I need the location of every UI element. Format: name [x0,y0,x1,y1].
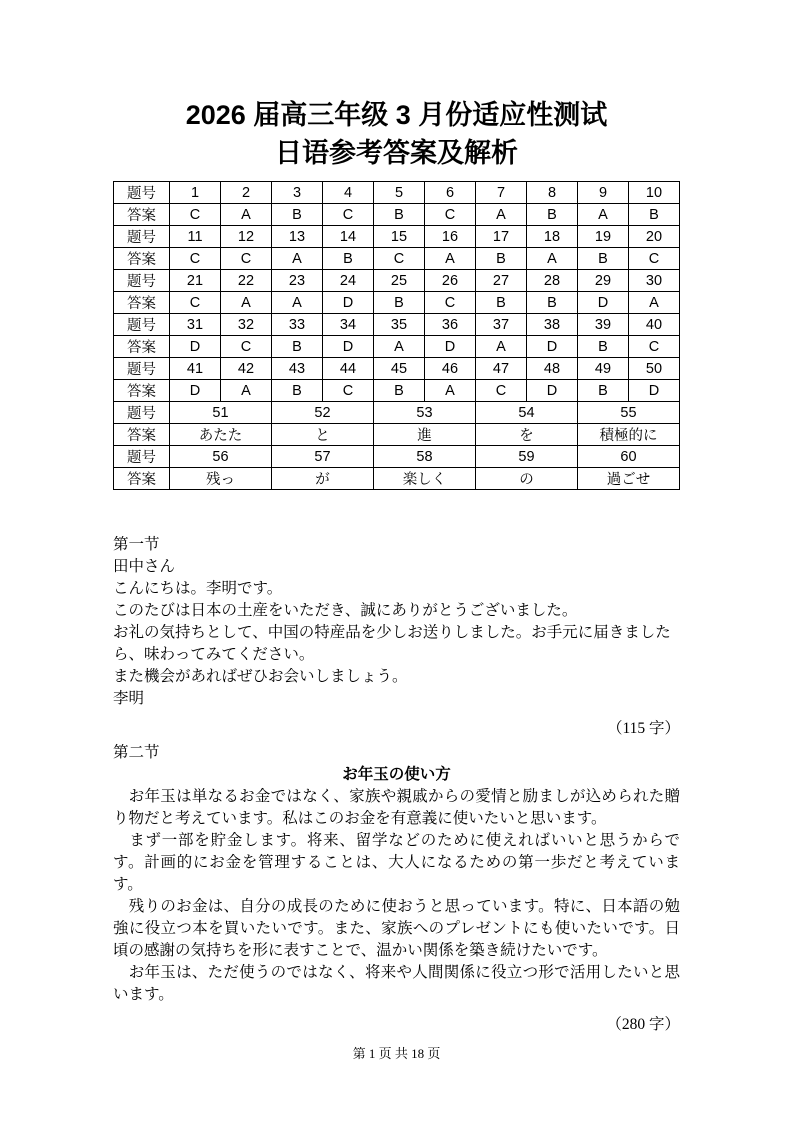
answer-table-row [114,270,680,292]
answer-table-row [114,248,680,270]
answer-cell: A [425,248,476,270]
answer-cell: を [476,424,578,446]
answer-cell: 39 [578,314,629,336]
row-label-cell: 答案 [114,380,170,402]
answer-table-row [114,336,680,358]
answer-cell: C [629,336,680,358]
answer-cell: D [170,380,221,402]
answer-cell: 16 [425,226,476,248]
answer-cell: あたた [170,424,272,446]
answer-cell: 6 [425,182,476,204]
row-label-cell: 答案 [114,204,170,226]
answer-cell: 44 [323,358,374,380]
answer-cell: C [170,292,221,314]
answer-table-row [114,204,680,226]
answer-cell: 47 [476,358,527,380]
answer-cell: D [527,380,578,402]
answer-table-row [114,182,680,204]
row-label-cell: 题号 [114,182,170,204]
answer-cell: 25 [374,270,425,292]
row-label-cell: 题号 [114,358,170,380]
answer-cell: B [272,204,323,226]
answer-cell: D [578,292,629,314]
answer-cell: 26 [425,270,476,292]
answer-cell: 20 [629,226,680,248]
answer-cell: C [221,336,272,358]
answer-table-row [114,358,680,380]
section-1-char-count: （115 字） [606,720,680,737]
answer-cell: A [629,292,680,314]
answer-cell: C [170,248,221,270]
essay-paragraph: 残りのお金は、自分の成長のために使おうと思っています。特に、日本語の勉強に役立つ本を買いたいです。また、家族へのプレゼントにも使いたいです。日頃の感謝の気持ちを形に表すことで、温かい関係を築き続けたいです。 [113,898,680,959]
answer-cell: 48 [527,358,578,380]
answer-table-row [114,380,680,402]
row-label-cell: 答案 [114,292,170,314]
answer-cell: 42 [221,358,272,380]
answer-cell: D [527,336,578,358]
answer-cell: A [476,204,527,226]
letter-line: また機会があればぜひお会いしましょう。 [113,668,408,685]
letter-body [113,556,680,710]
row-label-cell: 答案 [114,248,170,270]
answer-cell: 55 [578,402,680,424]
answer-cell: D [323,336,374,358]
answer-cell: 15 [374,226,425,248]
answer-cell: 9 [578,182,629,204]
answer-cell: 52 [272,402,374,424]
answer-cell: A [425,380,476,402]
section-1 [113,534,680,740]
answer-cell: 23 [272,270,323,292]
answer-table-row [114,314,680,336]
letter-line: このたびは日本の土産をいただき、誠にありがとうございました。 [113,602,578,619]
answer-cell: 49 [578,358,629,380]
row-label-cell: 题号 [114,226,170,248]
answer-cell: 残っ [170,468,272,490]
answer-cell: C [425,204,476,226]
answer-cell: が [272,468,374,490]
answer-cell: B [578,248,629,270]
row-label-cell: 答案 [114,468,170,490]
answer-cell: 1 [170,182,221,204]
answer-key-table [113,181,680,490]
answer-cell: 54 [476,402,578,424]
answer-cell: C [425,292,476,314]
answer-table-row [114,468,680,490]
answer-cell: 29 [578,270,629,292]
answer-cell: B [272,336,323,358]
answer-cell: A [374,336,425,358]
answer-cell: 28 [527,270,578,292]
answer-cell: 7 [476,182,527,204]
answer-cell: 57 [272,446,374,468]
answer-cell: 43 [272,358,323,380]
answer-cell: 60 [578,446,680,468]
answer-cell: C [323,380,374,402]
answer-cell: B [323,248,374,270]
answer-cell: 22 [221,270,272,292]
answer-cell: 53 [374,402,476,424]
answer-table-row [114,402,680,424]
answer-cell: 楽しく [374,468,476,490]
answer-cell: 31 [170,314,221,336]
answer-cell: 50 [629,358,680,380]
answer-cell: B [527,204,578,226]
answer-cell: B [527,292,578,314]
answer-cell: A [221,292,272,314]
answer-cell: D [425,336,476,358]
letter-line: お礼の気持ちとして、中国の特産品を少しお送りしました。お手元に届きましたら、味わってみてください。 [113,624,671,663]
answer-cell: 11 [170,226,221,248]
answer-cell: 19 [578,226,629,248]
answer-cell: 13 [272,226,323,248]
answer-cell: 27 [476,270,527,292]
answer-table-row [114,424,680,446]
answer-cell: B [374,204,425,226]
answer-cell: 45 [374,358,425,380]
section-2-char-count: （280 字） [606,1016,680,1033]
row-label-cell: 题号 [114,270,170,292]
answer-cell: B [476,292,527,314]
answer-table-row [114,446,680,468]
answer-cell: C [170,204,221,226]
answer-table-row [114,226,680,248]
answer-cell: B [476,248,527,270]
answer-cell: B [272,380,323,402]
essay-paragraph: お年玉は単なるお金ではなく、家族や親戚からの愛情と励ましが込められた贈り物だと考えています。私はこのお金を有意義に使いたいと思います。 [113,788,680,827]
row-label-cell: 题号 [114,446,170,468]
document-title-line2: 日语参考答案及解析 [275,138,518,168]
answer-cell: 32 [221,314,272,336]
answer-cell: 38 [527,314,578,336]
answer-cell: B [578,380,629,402]
answer-cell: 進 [374,424,476,446]
answer-cell: 8 [527,182,578,204]
answer-cell: A [527,248,578,270]
answer-cell: 33 [272,314,323,336]
answer-cell: 17 [476,226,527,248]
answer-cell: 2 [221,182,272,204]
answer-cell: C [221,248,272,270]
answer-cell: 40 [629,314,680,336]
answer-cell: と [272,424,374,446]
answer-cell: 積極的に [578,424,680,446]
essay-paragraph: まず一部を貯金します。将来、留学などのために使えればいいと思うからです。計画的にお金を管理することは、大人になるための第一歩だと考えています。 [113,832,680,893]
answer-cell: A [272,248,323,270]
letter-line: 李明 [113,690,145,707]
answer-cell: 46 [425,358,476,380]
section-1-heading: 第一节 [113,536,160,553]
answer-cell: A [578,204,629,226]
answer-cell: C [374,248,425,270]
answer-cell: 14 [323,226,374,248]
page-footer: 第 1 页 共 18 页 [352,1046,441,1061]
answer-cell: 35 [374,314,425,336]
letter-line: 田中さん [113,558,176,575]
answer-cell: 10 [629,182,680,204]
row-label-cell: 题号 [114,402,170,424]
answer-cell: 4 [323,182,374,204]
essay-paragraph: お年玉は、ただ使うのではなく、将来や人間関係に役立つ形で活用したいと思います。 [113,964,680,1003]
answer-cell: 3 [272,182,323,204]
answer-cell: B [374,292,425,314]
answer-cell: 18 [527,226,578,248]
answer-cell: C [476,380,527,402]
answer-cell: 59 [476,446,578,468]
answer-cell: 41 [170,358,221,380]
answer-cell: 21 [170,270,221,292]
answer-cell: 58 [374,446,476,468]
answer-cell: B [629,204,680,226]
answer-cell: の [476,468,578,490]
row-label-cell: 题号 [114,314,170,336]
answer-cell: A [476,336,527,358]
essay-body [113,786,680,1006]
letter-line: こんにちは。李明です。 [113,580,283,597]
answer-cell: 5 [374,182,425,204]
section-2 [113,742,680,1036]
answer-cell: 56 [170,446,272,468]
answer-cell: C [629,248,680,270]
row-label-cell: 答案 [114,336,170,358]
answer-cell: 12 [221,226,272,248]
document-title-line1: 2026 届高三年级 3 月份适应性测试 [185,100,608,130]
answer-cell: 51 [170,402,272,424]
answer-cell: B [374,380,425,402]
answer-cell: 24 [323,270,374,292]
answer-cell: 37 [476,314,527,336]
answer-cell: 30 [629,270,680,292]
answer-cell: A [221,204,272,226]
answer-table-row [114,292,680,314]
answer-cell: B [578,336,629,358]
essay-title: お年玉の使い方 [342,766,451,783]
answer-cell: 36 [425,314,476,336]
answer-cell: D [170,336,221,358]
answer-cell: C [323,204,374,226]
answer-cell: D [323,292,374,314]
answer-cell: 34 [323,314,374,336]
answer-cell: A [221,380,272,402]
answer-cell: A [272,292,323,314]
answer-cell: 過ごせ [578,468,680,490]
section-2-heading: 第二节 [113,744,160,761]
row-label-cell: 答案 [114,424,170,446]
answer-cell: D [629,380,680,402]
